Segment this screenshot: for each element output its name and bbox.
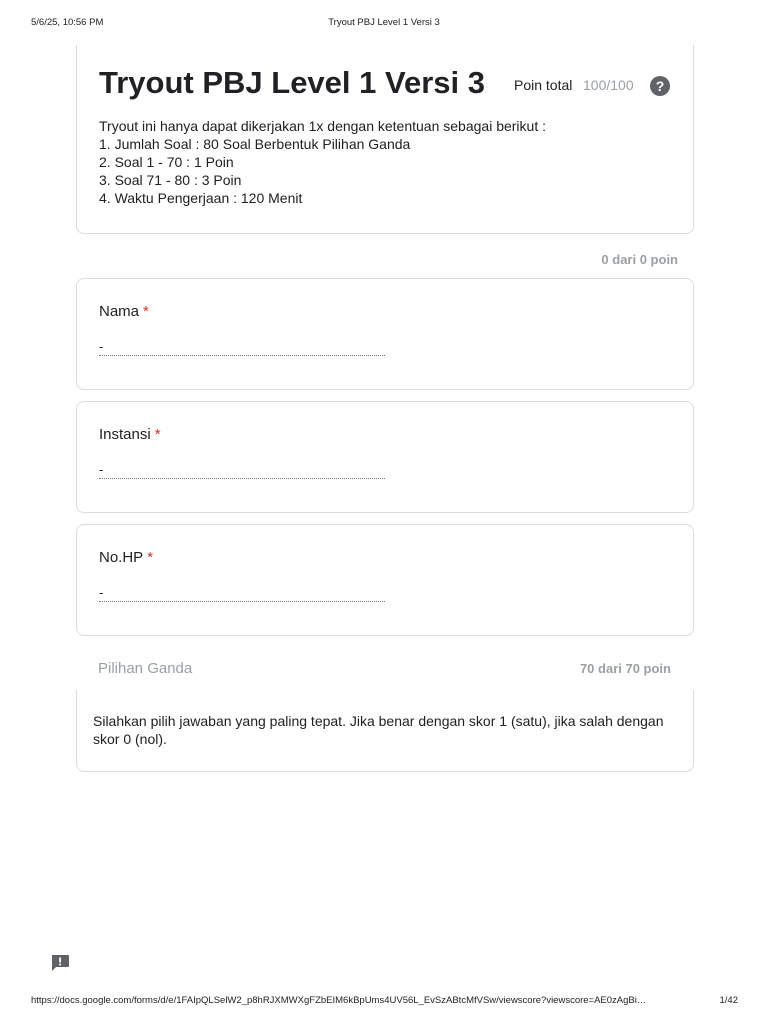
description-line: Tryout ini hanya dapat dikerjakan 1x dengan ketentuan sebagai berikut : bbox=[99, 118, 547, 134]
question-title: No.HP bbox=[99, 549, 144, 566]
description-line: 3. Soal 71 - 80 : 3 Poin bbox=[99, 172, 242, 188]
section-description: Silahkan pilih jawaban yang paling tepat. Jika benar dengan skor 1 (satu), jika salah dengan skor 0 (nol). bbox=[93, 713, 664, 747]
print-page-number: 1/42 bbox=[719, 995, 738, 1006]
help-icon[interactable]: ? bbox=[650, 76, 670, 96]
description-line: 1. Jumlah Soal : 80 Soal Berbentuk Pilihan Ganda bbox=[99, 136, 411, 152]
question-card-instansi bbox=[76, 401, 694, 513]
question-label bbox=[99, 549, 153, 566]
print-doc-title: Tryout PBJ Level 1 Versi 3 bbox=[328, 17, 440, 28]
description-line: 2. Soal 1 - 70 : 1 Poin bbox=[99, 154, 234, 170]
form-title: Tryout PBJ Level 1 Versi 3 bbox=[99, 65, 485, 100]
question-title: Nama bbox=[99, 303, 140, 320]
form-description bbox=[99, 117, 679, 207]
answer-field[interactable]: - bbox=[99, 339, 385, 356]
answer-field[interactable]: - bbox=[99, 585, 385, 602]
answer-field[interactable]: - bbox=[99, 462, 385, 479]
question-label bbox=[99, 303, 149, 320]
section-description-card bbox=[76, 690, 694, 772]
print-header bbox=[0, 17, 768, 31]
print-footer bbox=[0, 995, 768, 1009]
print-date: 5/6/25, 10:56 PM bbox=[31, 17, 104, 28]
points-total-label: Poin total bbox=[514, 77, 573, 93]
question-title: Instansi bbox=[99, 426, 151, 443]
points-total-value: 100/100 bbox=[583, 77, 634, 93]
required-asterisk: * bbox=[154, 426, 161, 443]
question-card-nohp bbox=[76, 524, 694, 636]
question-label bbox=[99, 426, 161, 443]
section-title: Pilihan Ganda bbox=[98, 660, 193, 677]
description-line: 4. Waktu Pengerjaan : 120 Menit bbox=[99, 190, 303, 206]
feedback-icon-graphic bbox=[50, 954, 70, 972]
print-url: https://docs.google.com/forms/d/e/1FAIpQLSelW2_p8hRJXMWXgFZbEIM6kBpUms4UV56L_EvSzABtcMfVSw/viewscore?viewscore=AE0zAgBi… bbox=[31, 995, 647, 1006]
question-card-nama bbox=[76, 278, 694, 390]
required-asterisk: * bbox=[143, 303, 149, 320]
required-asterisk: * bbox=[147, 549, 154, 566]
form-header-card bbox=[76, 45, 694, 234]
feedback-icon[interactable] bbox=[50, 954, 70, 972]
section-points: 70 dari 70 poin bbox=[579, 661, 671, 676]
section-score: 0 dari 0 poin bbox=[601, 252, 678, 267]
